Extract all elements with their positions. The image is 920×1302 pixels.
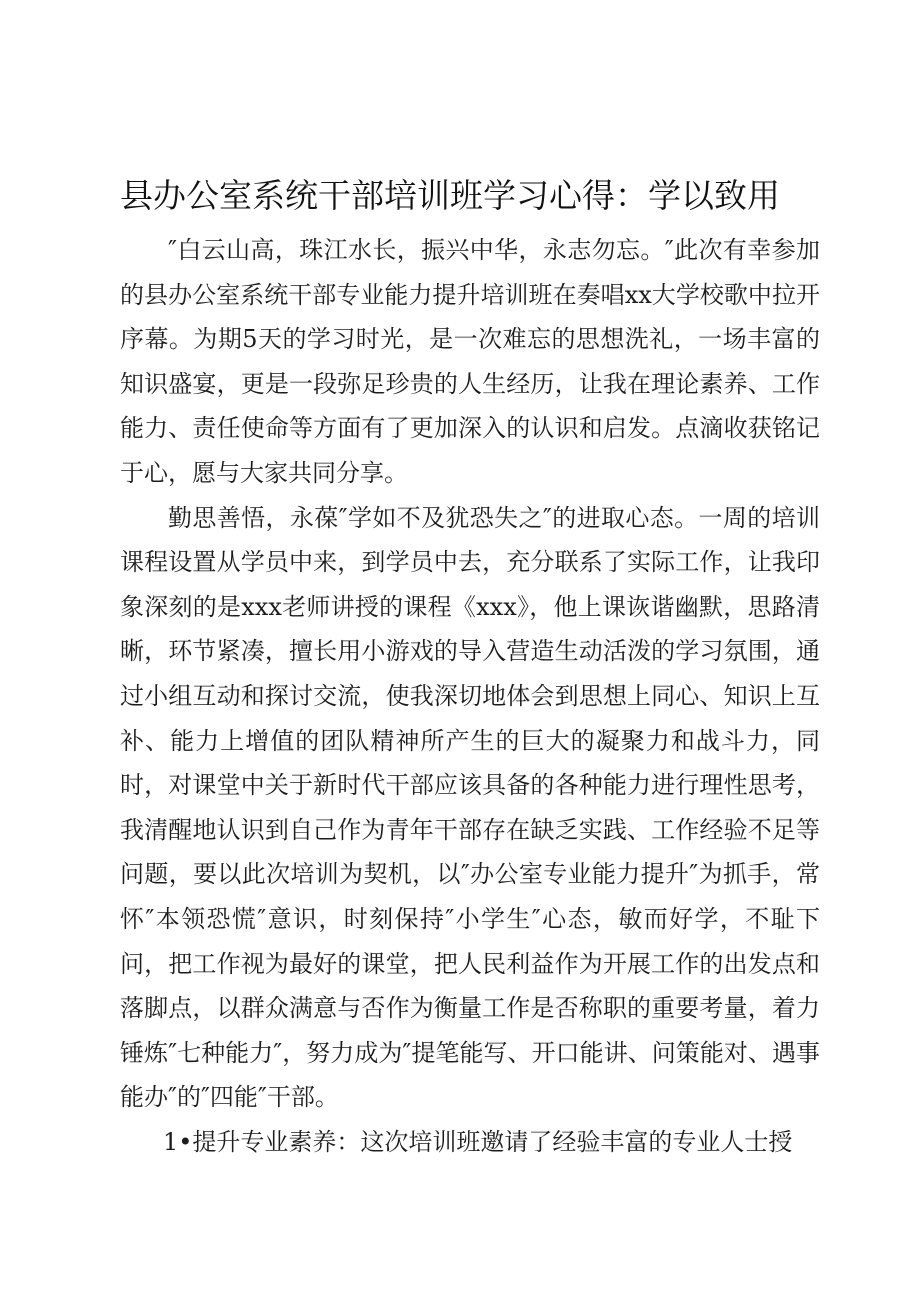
document-title: 县办公室系统干部培训班学习心得：学以致用: [120, 176, 780, 215]
document-body: [120, 228, 820, 1164]
paragraph-study-attitude: 勤思善悟，永葆″学如不及犹恐失之″的进取心态。一周的培训课程设置从学员中来，到学员中去，充分联系了实际工作，让我印象深刻的是xxx老师讲授的课程《xxx》，他上课诙谐幽默，思路清晰，环节紧凑，擅长用小游戏的导入营造生动活泼的学习氛围，通过小组互动和探讨交流，使我深切地体会到思想上同心、知识上互补、能力上增值的团队精神所产生的巨大的凝聚力和战斗力，同时，对课堂中关于新时代干部应该具备的各种能力进行理性思考，我清醒地认识到自己作为青年干部存在缺乏实践、工作经验不足等问题，要以此次培训为契机，以″办公室专业能力提升″为抓手，常怀″本领恐慌″意识，时刻保持″小学生″心态，敏而好学，不耻下问，把工作视为最好的课堂，把人民利益作为开展工作的出发点和落脚点，以群众满意与否作为衡量工作是否称职的重要考量，着力锤炼″七种能力″，努力成为″提笔能写、开口能讲、问策能对、遇事能办″的″四能″干部。: [120, 503, 820, 1112]
paragraph-list-item-1: 1•提升专业素养：这次培训班邀请了经验丰富的专业人士授: [163, 1127, 793, 1156]
paragraph-intro: ″白云山高，珠江水长，振兴中华，永志勿忘。″此次有幸参加的县办公室系统干部专业能力提升培训班在奏唱xx大学校歌中拉开序幕。为期5天的学习时光，是一次难忘的思想洗礼，一场丰富的知识盛宴，更是一段弥足珍贵的人生经历，让我在理论素养、工作能力、责任使命等方面有了更加深入的认识和启发。点滴收获铭记于心，愿与大家共同分享。: [120, 236, 820, 487]
